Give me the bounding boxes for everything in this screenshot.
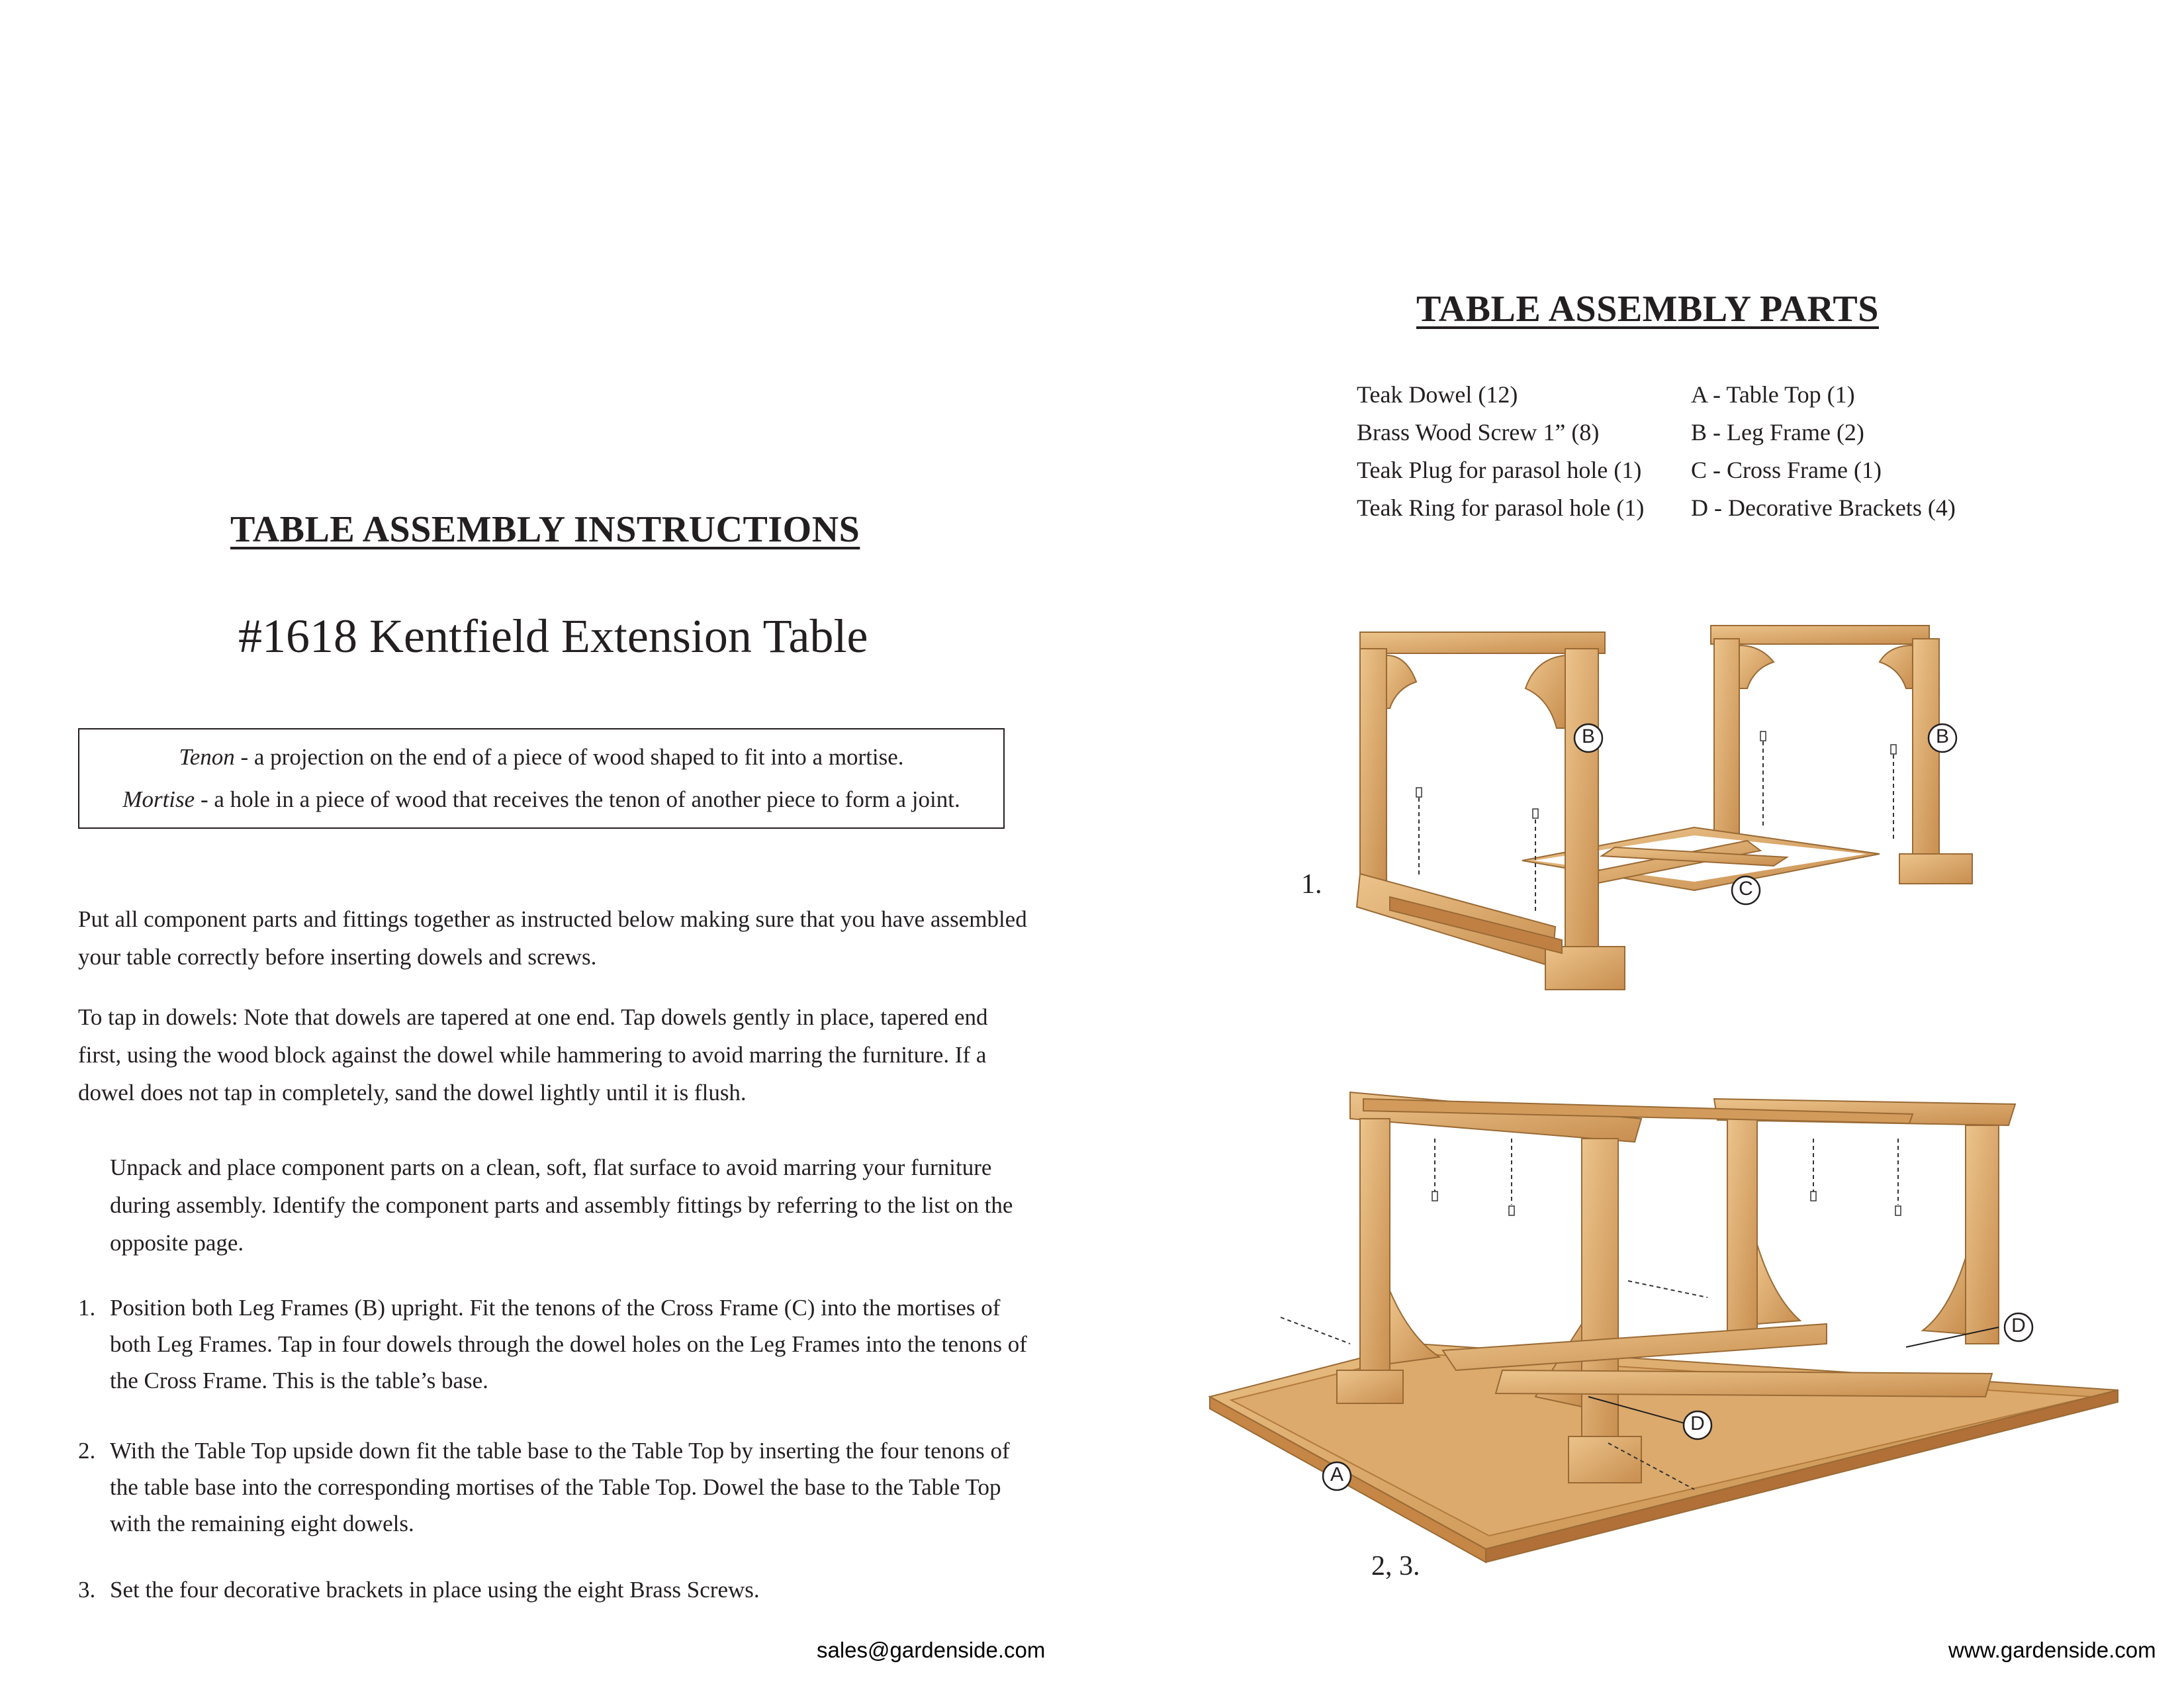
list-item: D - Decorative Brackets (4) bbox=[1691, 494, 1956, 521]
footer-email-link[interactable]: sales@gardenside.com bbox=[817, 1638, 1046, 1662]
list-item: Teak Plug for parasol hole (1) bbox=[1357, 457, 1642, 483]
step-number: 2. bbox=[78, 1438, 96, 1464]
leg-frame-front bbox=[1357, 632, 1625, 990]
unpack-paragraph: Unpack and place component parts on a clean, soft, flat surface to avoid marring your furniture during assembly. Identify the component parts and assembly fittings by referring to the list on the opposite page. bbox=[110, 1154, 1013, 1256]
figure-1-label: 1. bbox=[1301, 869, 1322, 900]
step-number: 3. bbox=[78, 1577, 96, 1603]
list-item: A - Table Top (1) bbox=[1691, 381, 1855, 408]
callout-c: C bbox=[1739, 878, 1753, 900]
list-item: B - Leg Frame (2) bbox=[1691, 419, 1864, 445]
figure-1 bbox=[1357, 626, 1972, 990]
callout-b-left: B bbox=[1581, 726, 1595, 747]
intro-paragraph: Put all component parts and fittings together as instructed below making sure that you have assembled your table correctly before inserting dowels and screws. bbox=[78, 906, 1027, 970]
callout-d-right: D bbox=[2011, 1315, 2026, 1336]
cross-frame-2 bbox=[1443, 1324, 1992, 1397]
mortise-text: - a hole in a piece of wood that receives the tenon of another piece to form a joint. bbox=[195, 786, 960, 812]
mortise-term: Mortise bbox=[122, 786, 195, 812]
step-text: Set the four decorative brackets in place using the eight Brass Screws. bbox=[110, 1577, 760, 1603]
figure-2-label: 2, 3. bbox=[1371, 1551, 1420, 1581]
footer-website-link[interactable]: www.gardenside.com bbox=[1948, 1638, 2156, 1662]
callout-b-right: B bbox=[1935, 726, 1949, 747]
dowel-arrows bbox=[1419, 741, 1893, 914]
figure-2 bbox=[1210, 1092, 2118, 1562]
step-number: 1. bbox=[78, 1295, 96, 1321]
dowel-icons-2 bbox=[1432, 1192, 1901, 1215]
product-title: #1618 Kentfield Extension Table bbox=[238, 610, 868, 663]
list-item: Teak Dowel (12) bbox=[1357, 381, 1518, 408]
dowel-paragraph: To tap in dowels: Note that dowels are tapered at one end. Tap dowels gently in place, tapered end first, using the wood block against the dowel while hammering to avoid marring the furniture. If a dowel does not tap in completely, sand the dowel lightly until it is flush. bbox=[78, 1004, 988, 1105]
dowel-icons bbox=[1416, 731, 1896, 818]
leg-frame-far bbox=[1714, 1099, 2015, 1344]
callout-d-center: D bbox=[1690, 1413, 1705, 1434]
tenon-text: - a projection on the end of a piece of wood shaped to fit into a mortise. bbox=[234, 744, 904, 770]
list-item: C - Cross Frame (1) bbox=[1691, 457, 1882, 483]
step-text: With the Table Top upside down fit the table base to the Table Top by inserting the four tenons of the table base into the corresponding mortises of the Table Top. Dowel the base to the Table Top with the remaining eight dowels. bbox=[110, 1438, 1010, 1536]
step-text: Position both Leg Frames (B) upright. Fit the tenons of the Cross Frame (C) into the mortises of both Leg Frames. Tap in four dowels through the dowel holes on the Leg Frames into the tenons of the Cross Frame. This is the table’s base. bbox=[110, 1295, 1027, 1393]
tenon-term: Tenon bbox=[179, 744, 235, 770]
instructions-title: TABLE ASSEMBLY INSTRUCTIONS bbox=[230, 509, 860, 550]
callout-a: A bbox=[1330, 1464, 1343, 1485]
parts-title: TABLE ASSEMBLY PARTS bbox=[1416, 289, 1879, 330]
list-item: Brass Wood Screw 1” (8) bbox=[1357, 419, 1600, 445]
list-item: Teak Ring for parasol hole (1) bbox=[1357, 494, 1645, 521]
